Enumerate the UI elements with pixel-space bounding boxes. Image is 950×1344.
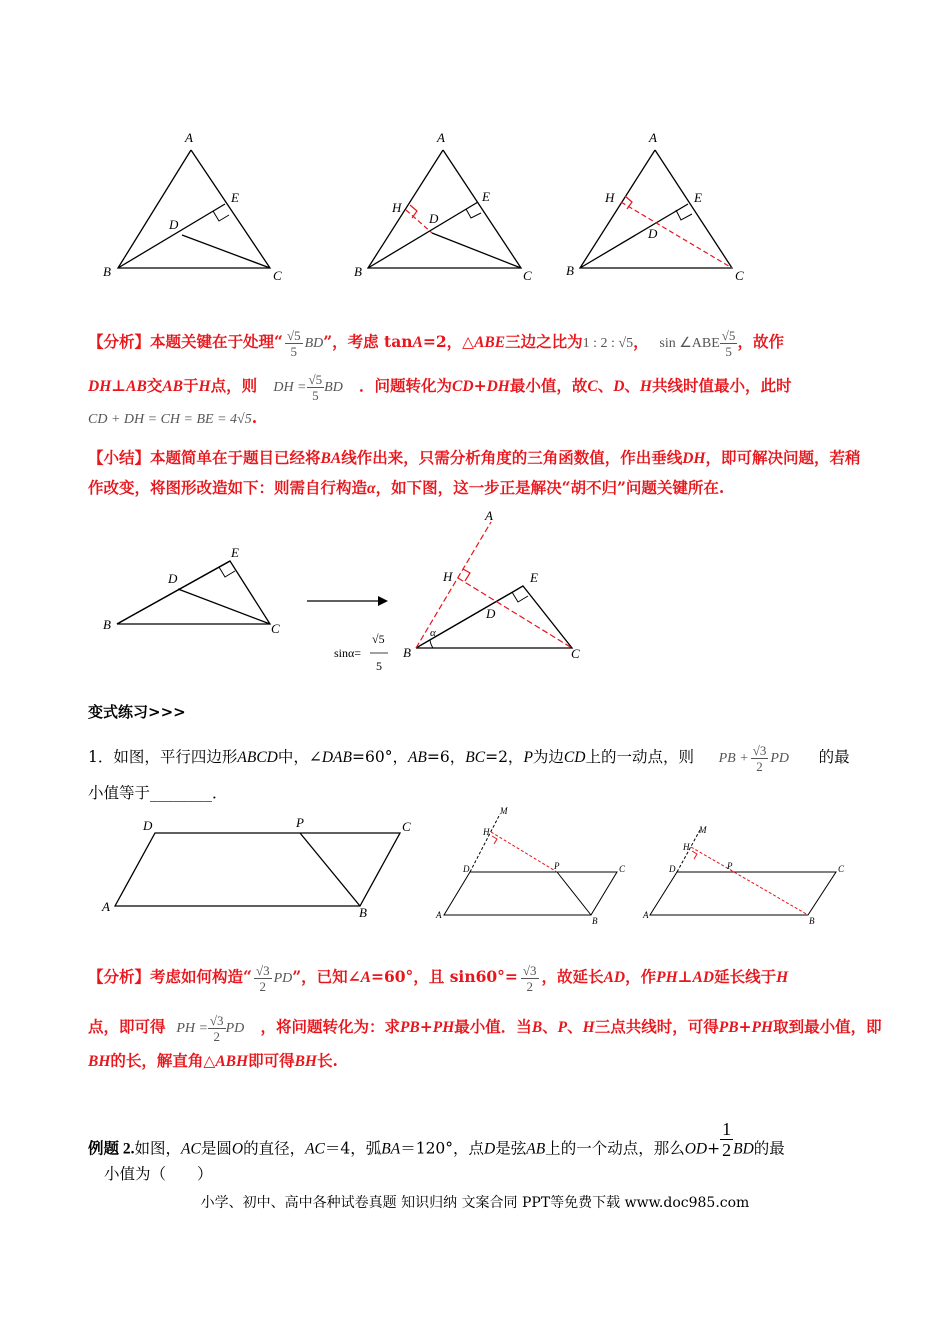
analysis2-text: 、 xyxy=(542,1017,558,1036)
analysis-paragraph-1 xyxy=(88,327,868,425)
example2-text: 小值为（ ） xyxy=(104,1165,213,1183)
fig3-small-label-C: C xyxy=(838,864,845,874)
analysis2-var: AD xyxy=(603,969,626,986)
fig3-mid-label-M: M xyxy=(500,806,508,816)
problem-number: 1． xyxy=(88,748,114,766)
problem1-var: P xyxy=(523,749,533,766)
problem1-var: ABCD xyxy=(237,749,278,766)
analysis1-text: 、 xyxy=(597,376,614,395)
analysis1-text: 共线时值最小，此时 xyxy=(651,376,792,395)
analysis2-var: BH xyxy=(88,1053,111,1070)
fig2-right-label-D: D xyxy=(486,606,496,621)
fig3-mid-label-A: A xyxy=(436,910,442,920)
analysis-tag: 【分析】 xyxy=(88,332,151,351)
analysis2-var: ABH xyxy=(215,1053,249,1070)
analysis1-var: D xyxy=(613,378,625,395)
analysis2-text: + xyxy=(738,1017,752,1036)
fig3-big-label-C: C xyxy=(402,819,411,834)
tri3-label-D: D xyxy=(648,226,658,241)
analysis2-var: PH xyxy=(656,969,678,986)
example2-var: D xyxy=(484,1140,496,1158)
analysis1-text: + xyxy=(473,376,487,395)
problem1-var: BC xyxy=(465,749,486,766)
problem1-text: 为边 xyxy=(532,748,564,766)
fig2-left-label-C: C xyxy=(271,621,280,636)
analysis1-text: ，故作 xyxy=(737,332,784,351)
tri1-label-B: B xyxy=(103,264,111,279)
analysis1-var: A xyxy=(412,334,423,351)
fig3-small-label-B: B xyxy=(809,916,815,926)
analysis2-var: B xyxy=(531,1019,543,1036)
example2-var: O xyxy=(231,1140,244,1158)
fig3-big-label-A: A xyxy=(102,899,110,914)
summary-text: 本题简单在于题目已经将 xyxy=(150,448,321,467)
summary-text: ，即可解决问题，若稍作改变，将图形改造如下：则需自行构造 xyxy=(88,448,861,497)
summary-paragraph xyxy=(88,443,868,503)
analysis1-text: 、 xyxy=(624,376,640,395)
analysis2-text: + xyxy=(419,1017,433,1036)
problem1-text: 如图，平行四边形 xyxy=(113,748,238,766)
problem1-var: CD xyxy=(563,749,586,766)
fig2-left-label-D: D xyxy=(168,571,178,586)
analysis1-var: DH xyxy=(486,378,510,395)
summary-text: 线作出来，只需分析角度的三角函数值，作出垂线 xyxy=(341,448,683,467)
example-label: 例题 2. xyxy=(88,1140,135,1158)
analysis1-text: ⊥ xyxy=(111,376,127,395)
analysis2-var: BH xyxy=(294,1053,317,1070)
analysis-tag: 【分析】 xyxy=(88,967,151,986)
example2-var: AC xyxy=(305,1140,325,1158)
analysis1-var: CD xyxy=(452,378,474,395)
example-2 xyxy=(88,1119,868,1189)
fraction-sqrt5-over-5: $\frac{√5}{5}$ xyxy=(308,371,323,403)
example2-text: 的直径， xyxy=(243,1139,306,1158)
analysis1-text: 三边之比为 xyxy=(505,332,583,351)
tri2-label-A: A xyxy=(437,130,445,145)
tri1-label-C: C xyxy=(273,268,282,283)
analysis2-text: ，故延长 xyxy=(541,967,604,986)
analysis2-var: PB xyxy=(718,1019,739,1036)
example2-text: 是圆 xyxy=(200,1139,232,1158)
analysis2-text: 最小值．当 xyxy=(454,1017,532,1036)
figure-transformation xyxy=(0,505,950,680)
analysis1-text: 于 xyxy=(183,376,199,395)
analysis1-var: H xyxy=(639,378,652,395)
fig2-right-label-E: E xyxy=(530,570,538,585)
analysis2-text: =60°，且 sin60°= xyxy=(371,967,518,986)
analysis2-var: PH xyxy=(432,1019,455,1036)
variant-practice-heading: 变式练习>>> xyxy=(88,703,186,721)
fig3-mid-label-C: C xyxy=(619,864,626,874)
tri2-label-E: E xyxy=(482,189,490,204)
tri2-label-C: C xyxy=(523,268,532,283)
example2-text: 的最 xyxy=(753,1139,785,1158)
example2-var: BA xyxy=(381,1140,401,1158)
analysis1-var: AB xyxy=(162,378,184,395)
problem1-text: =6， xyxy=(426,748,466,766)
fraction-sqrt3-over-2: $\frac{√3}{2}$ xyxy=(255,962,270,994)
fig3-mid-label-H: H xyxy=(483,827,490,837)
example2-text: ＝4，弧 xyxy=(324,1139,382,1158)
analysis2-var: AD xyxy=(692,969,715,986)
sin-abe-expression: sin ∠ABE xyxy=(659,336,720,351)
fraction-sqrt5-over-5: $\frac{√5}{5}$ xyxy=(721,327,736,359)
sin-alpha-label: sinα= xyxy=(334,646,362,660)
analysis2-text: 即可得 xyxy=(248,1051,295,1070)
analysis1-text: ， xyxy=(633,332,649,351)
analysis1-var: ABE xyxy=(474,334,506,351)
fig3-big-label-D: D xyxy=(143,818,153,833)
sin-alpha-num: √5 xyxy=(372,632,385,646)
analysis1-text: 点，则 xyxy=(210,376,258,395)
example2-text: 如图， xyxy=(134,1139,182,1158)
problem1-text: 小值等于________． xyxy=(88,784,228,802)
example2-text: 上的一个动点，那么 xyxy=(545,1139,685,1158)
summary-var: BA xyxy=(320,450,342,467)
fig3-big-label-B: B xyxy=(359,905,367,920)
fig3-small-label-M: M xyxy=(699,825,707,835)
figure-parallelograms xyxy=(0,800,950,930)
analysis1-text: 本题关键在于处理“ xyxy=(150,332,283,351)
fraction-sqrt5-over-5: $\frac{√5}{5}$ xyxy=(286,327,301,359)
fig2-right-label-H: H xyxy=(443,569,453,584)
tri3-label-E: E xyxy=(694,190,702,205)
fig3-mid-label-D: D xyxy=(463,864,470,874)
fraction-one-half: $\frac{1}{2}$ xyxy=(722,1119,732,1160)
example2-var: BD xyxy=(733,1140,754,1158)
analysis2-text: 取到最小值，即 xyxy=(773,1017,882,1036)
analysis2-var: PB xyxy=(399,1019,420,1036)
tri2-label-B: B xyxy=(354,264,362,279)
fig3-mid-label-B: B xyxy=(592,916,598,926)
problem1-text: =60°， xyxy=(352,748,408,766)
fig2-right-label-A: A xyxy=(485,508,493,523)
analysis2-frac-var: PD xyxy=(273,971,293,986)
fig3-small-label-H: H xyxy=(683,842,690,852)
analysis2-text: ”，已知∠ xyxy=(292,967,361,986)
problem1-var: DAB xyxy=(321,749,352,766)
analysis2-text: ，将问题转化为：求 xyxy=(260,1017,400,1036)
analysis2-text: 三点共线时，可得 xyxy=(594,1017,719,1036)
analysis2-text: 的长，解直角△ xyxy=(110,1051,216,1070)
example2-text: ＝120°，点 xyxy=(400,1139,485,1158)
expression-pb-plus: PB + xyxy=(718,751,749,766)
page-footer: 小学、初中、高中各种试卷真题 知识归纳 文案合同 PPT等免费下载 www.doc985.com xyxy=(200,1195,750,1211)
fig2-left-label-E: E xyxy=(231,545,239,560)
summary-var: α xyxy=(367,480,376,497)
analysis2-text: 点，即可得 xyxy=(88,1017,166,1036)
analysis1-var: H xyxy=(198,378,211,395)
tri3-label-H: H xyxy=(605,190,615,205)
tri3-label-B: B xyxy=(566,263,574,278)
dh-equation-var: BD xyxy=(324,380,343,395)
analysis1-text: 交 xyxy=(146,376,163,395)
final-equation: CD + DH = CH = BE = 4√5 xyxy=(88,412,252,427)
analysis2-text: ，作 xyxy=(625,967,657,986)
fig2-right-label-C: C xyxy=(571,646,580,661)
analysis1-var: DH xyxy=(88,378,112,395)
example2-var: AB xyxy=(526,1140,546,1158)
analysis2-var: H xyxy=(582,1019,595,1036)
tri2-label-H: H xyxy=(392,200,402,215)
fig3-small-label-P: P xyxy=(727,861,733,871)
problem-1 xyxy=(88,743,868,808)
fig3-small-label-D: D xyxy=(669,864,676,874)
analysis1-text: . xyxy=(251,408,258,427)
problem1-var: AB xyxy=(407,749,427,766)
example2-text: 是弦 xyxy=(495,1139,527,1158)
ph-equation: PH = xyxy=(176,1021,208,1036)
analysis1-text: ．问题转化为 xyxy=(359,376,453,395)
fraction-sqrt3-over-2: $\frac{√3}{2}$ xyxy=(752,742,767,774)
analysis2-text: 、 xyxy=(567,1017,583,1036)
summary-var: DH xyxy=(682,450,706,467)
analysis2-var: H xyxy=(776,969,789,986)
analysis1-text: =2，△ xyxy=(422,332,475,351)
fraction-sqrt3-over-2: $\frac{√3}{2}$ xyxy=(522,962,537,994)
dh-equation: DH = xyxy=(273,380,307,395)
fig2-left-label-B: B xyxy=(103,617,111,632)
tri3-label-A: A xyxy=(649,130,657,145)
ph-equation-var: PD xyxy=(225,1021,245,1036)
fig2-right-label-alpha: α xyxy=(430,627,436,639)
example2-var: AC xyxy=(181,1140,201,1158)
problem1-text: 中，∠ xyxy=(277,748,322,766)
analysis1-text: ”，考虑 tan xyxy=(323,332,413,351)
analysis2-var: PH xyxy=(751,1019,774,1036)
analysis-paragraph-2 xyxy=(88,962,882,1076)
summary-tag: 【小结】 xyxy=(88,448,151,467)
fig3-small-label-A: A xyxy=(643,910,649,920)
tri1-label-E: E xyxy=(231,190,239,205)
tri2-label-D: D xyxy=(429,211,439,226)
analysis1-var: C xyxy=(587,378,598,395)
example2-var: OD xyxy=(684,1140,708,1158)
sin-alpha-den: 5 xyxy=(376,659,382,673)
figure-triangles-top xyxy=(0,120,950,290)
tri3-label-C: C xyxy=(735,268,744,283)
fig3-mid-label-P: P xyxy=(554,861,560,871)
problem1-text: 的最 xyxy=(818,748,850,766)
analysis2-text: 长. xyxy=(316,1051,338,1070)
analysis2-text: ⊥ xyxy=(677,967,693,986)
example2-text: + xyxy=(707,1139,721,1158)
analysis1-var: AB xyxy=(126,378,147,395)
fig2-right-label-B: B xyxy=(403,645,411,660)
ratio-expression: 1 : 2 : √5 xyxy=(582,336,634,351)
expression-pd: PD xyxy=(770,751,789,766)
analysis2-var: A xyxy=(360,969,371,986)
analysis1-text: 最小值，故 xyxy=(509,376,588,395)
summary-text: ，如下图，这一步正是解决“胡不归”问题关键所在. xyxy=(375,478,725,497)
analysis2-text: 考虑如何构造“ xyxy=(150,967,252,986)
tri1-label-A: A xyxy=(185,130,193,145)
fig3-big-label-P: P xyxy=(296,815,304,830)
problem1-text: 上的一动点，则 xyxy=(585,748,694,766)
fraction-sqrt3-over-2: $\frac{√3}{2}$ xyxy=(209,1012,224,1044)
problem1-text: =2， xyxy=(485,748,524,766)
analysis2-var: P xyxy=(557,1019,568,1036)
tri1-label-D: D xyxy=(169,217,179,232)
analysis1-frac-var: BD xyxy=(304,336,324,351)
analysis2-text: 延长线于 xyxy=(714,967,777,986)
